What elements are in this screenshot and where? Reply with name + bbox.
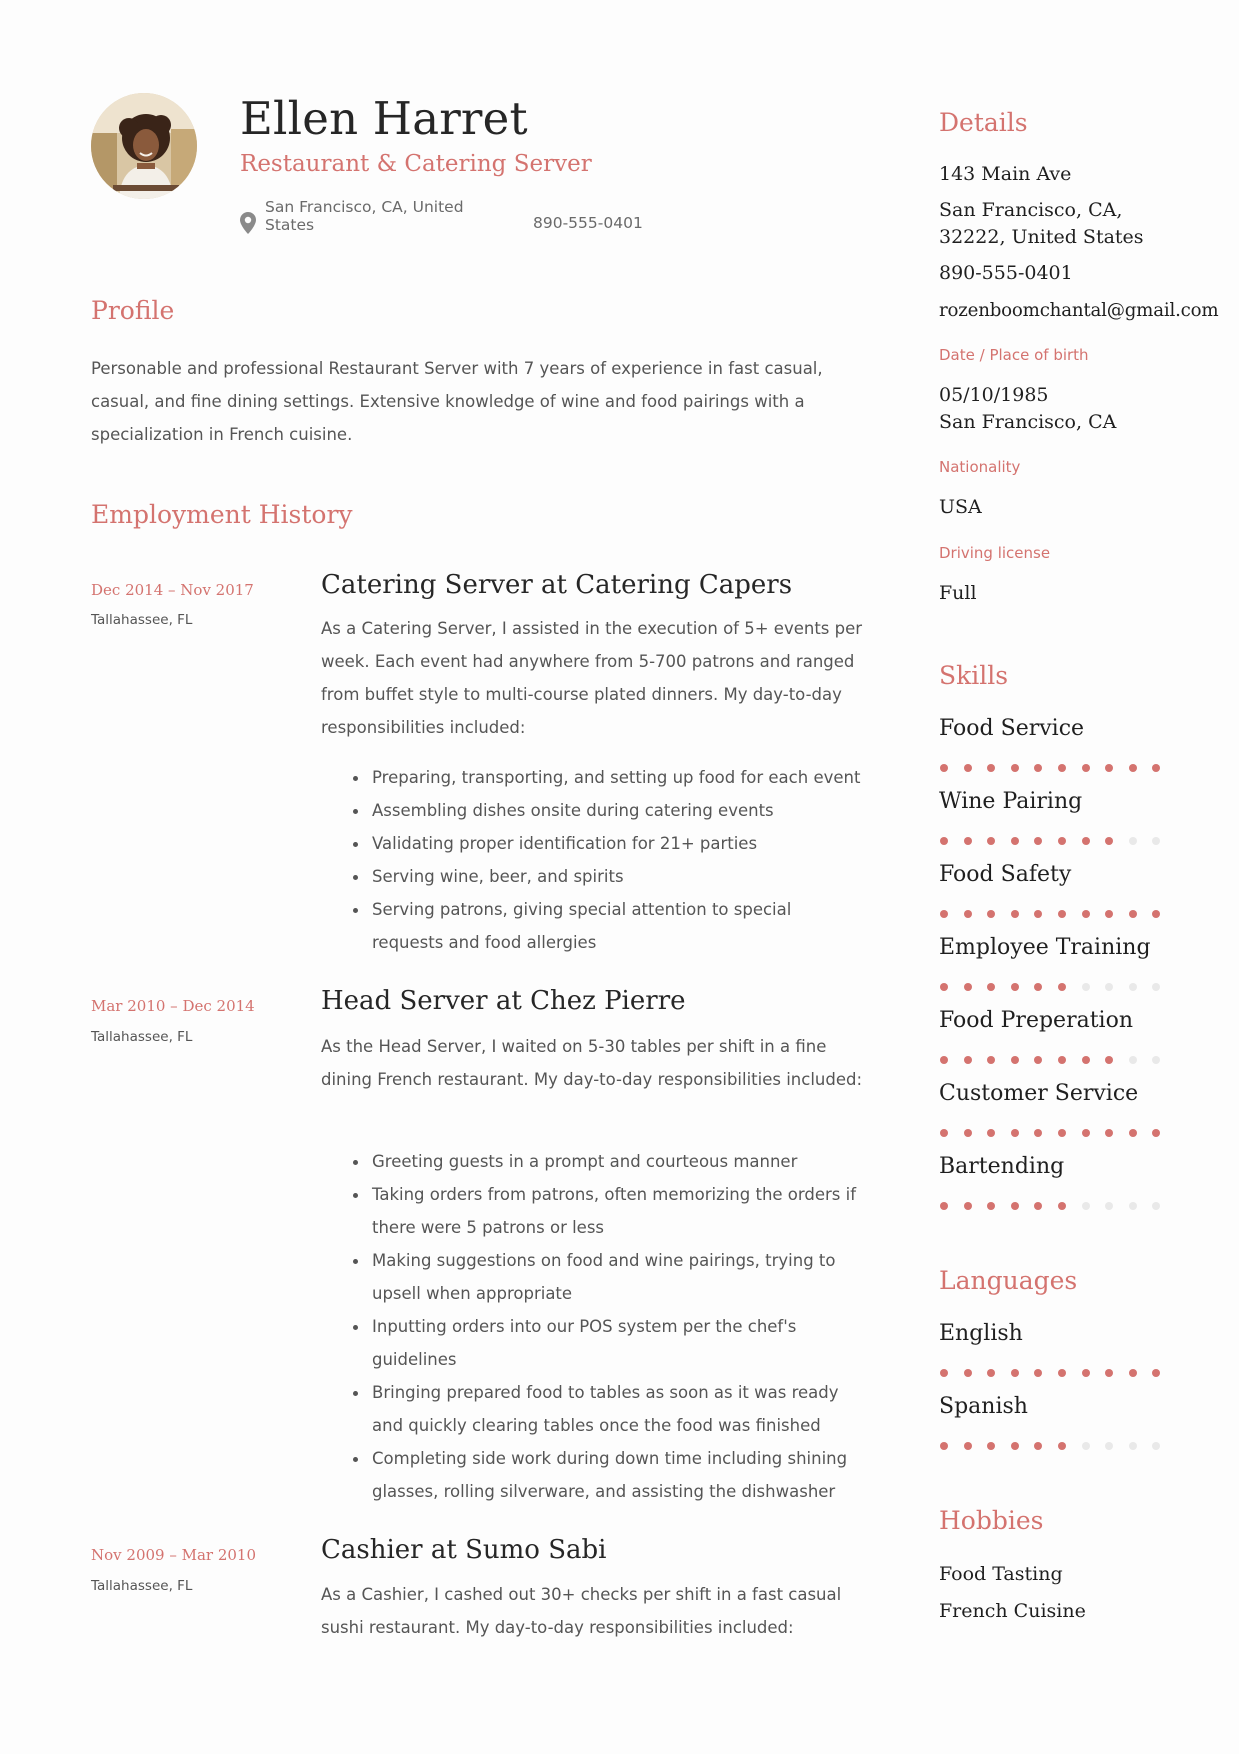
rating-dot-filled [1129,1129,1137,1137]
candidate-title: Restaurant & Catering Server [240,151,592,177]
rating-dot-filled [940,1369,948,1377]
language-rating [939,1442,1169,1450]
list-item: Taking orders from patrons, often memorizing the orders if there were 5 patrons or less [321,1178,866,1244]
rating-dot-empty [1152,1056,1160,1064]
rating-dot-filled [987,1056,995,1064]
details-phone: 890-555-0401 [939,262,1073,284]
license-value: Full [939,582,977,604]
rating-dot-filled [1082,1129,1090,1137]
contact-row [240,198,660,238]
job-description: As a Catering Server, I assisted in the execution of 5+ events per week. Each event had anywhere from 5-700 patrons and ranged from buffet style to multi-course plated dinners. My day-to-day responsibilities included: [321,619,863,737]
rating-dot-filled [1034,983,1042,991]
rating-dot-filled [1105,837,1113,845]
rating-dot-filled [1011,910,1019,918]
address-line-1: 143 Main Ave [939,163,1072,185]
list-item: Greeting guests in a prompt and courteous manner [321,1145,866,1178]
job-city: Tallahassee, FL [91,1029,193,1045]
list-item: Serving patrons, giving special attention to special requests and food allergies [321,893,866,959]
rating-dot-filled [1011,764,1019,772]
skill-rating [939,983,1169,991]
rating-dot-filled [964,1056,972,1064]
language-name: English [939,1321,1023,1346]
skill-name: Bartending [939,1154,1065,1179]
rating-dot-filled [1058,1369,1066,1377]
rating-dot-filled [940,1056,948,1064]
rating-dot-empty [1082,1442,1090,1450]
job-description: As the Head Server, I waited on 5-30 tables per shift in a fine dining French restaurant. My day-to-day responsibilities included: [321,1037,863,1089]
languages-heading: Languages [939,1266,1078,1295]
rating-dot-filled [964,1369,972,1377]
job-bullets [321,1145,866,1508]
rating-dot-filled [1058,1056,1066,1064]
rating-dot-filled [940,910,948,918]
rating-dot-filled [940,983,948,991]
rating-dot-filled [1011,1369,1019,1377]
rating-dot-filled [1034,837,1042,845]
skill-name: Food Safety [939,862,1072,887]
rating-dot-filled [1129,1369,1137,1377]
skill-name: Food Service [939,716,1085,741]
rating-dot-filled [987,1442,995,1450]
rating-dot-empty [1105,1442,1113,1450]
rating-dot-empty [1152,1202,1160,1210]
rating-dot-filled [1082,764,1090,772]
list-item: Inputting orders into our POS system per the chef's guidelines [321,1310,866,1376]
rating-dot-filled [940,1442,948,1450]
skill-name: Wine Pairing [939,789,1083,814]
hobby-item: Food Tasting [939,1563,1063,1585]
skill-name: Employee Training [939,935,1151,960]
job-dates: Mar 2010 – Dec 2014 [91,997,255,1015]
rating-dot-filled [1105,910,1113,918]
avatar [91,93,197,199]
nationality-value: USA [939,496,982,518]
rating-dot-filled [964,983,972,991]
rating-dot-filled [987,1129,995,1137]
rating-dot-empty [1152,1442,1160,1450]
skill-name: Customer Service [939,1081,1139,1106]
list-item: Assembling dishes onsite during catering events [321,794,866,827]
skill-rating [939,1056,1169,1064]
rating-dot-filled [1011,837,1019,845]
job-dates: Dec 2014 – Nov 2017 [91,581,254,599]
rating-dot-filled [987,983,995,991]
rating-dot-filled [1034,1129,1042,1137]
header-phone: 890-555-0401 [533,214,643,232]
rating-dot-filled [987,764,995,772]
rating-dot-empty [1082,983,1090,991]
hobbies-heading: Hobbies [939,1506,1044,1535]
rating-dot-filled [964,764,972,772]
address-line-2: San Francisco, CA, [939,199,1123,221]
rating-dot-filled [1011,1442,1019,1450]
rating-dot-filled [1058,910,1066,918]
rating-dot-filled [940,1129,948,1137]
rating-dot-filled [964,1129,972,1137]
skill-rating [939,837,1169,845]
profile-heading: Profile [91,296,175,325]
rating-dot-filled [1011,1129,1019,1137]
rating-dot-empty [1105,983,1113,991]
rating-dot-empty [1129,1202,1137,1210]
rating-dot-filled [964,1442,972,1450]
rating-dot-filled [1011,983,1019,991]
rating-dot-filled [987,1202,995,1210]
rating-dot-filled [1034,1056,1042,1064]
rating-dot-filled [964,1202,972,1210]
dob-value: 05/10/1985 [939,384,1049,406]
rating-dot-filled [1058,764,1066,772]
rating-dot-filled [1058,837,1066,845]
rating-dot-filled [1105,1056,1113,1064]
rating-dot-filled [1034,1369,1042,1377]
rating-dot-empty [1129,983,1137,991]
employment-heading: Employment History [91,500,353,529]
rating-dot-filled [1058,1129,1066,1137]
list-item: Preparing, transporting, and setting up food for each event [321,761,866,794]
skill-rating [939,764,1169,772]
rating-dot-filled [1058,983,1066,991]
skills-heading: Skills [939,661,1009,690]
rating-dot-filled [964,837,972,845]
job-dates: Nov 2009 – Mar 2010 [91,1546,257,1564]
details-email[interactable]: rozenboomchantal@gmail.com [939,300,1219,321]
location-pin-icon [240,212,256,234]
rating-dot-filled [1152,764,1160,772]
portrait-photo [91,93,197,199]
rating-dot-empty [1105,1202,1113,1210]
rating-dot-filled [1011,1202,1019,1210]
license-label: Driving license [939,544,1051,562]
rating-dot-filled [1058,1202,1066,1210]
rating-dot-empty [1129,837,1137,845]
rating-dot-filled [940,837,948,845]
rating-dot-filled [1082,1056,1090,1064]
rating-dot-filled [940,1202,948,1210]
job-city: Tallahassee, FL [91,1578,193,1594]
rating-dot-filled [987,837,995,845]
skill-rating [939,1129,1169,1137]
location-text: San Francisco, CA, United States [265,198,464,234]
rating-dot-empty [1129,1056,1137,1064]
rating-dot-filled [1105,1129,1113,1137]
rating-dot-filled [1011,1056,1019,1064]
rating-dot-filled [964,910,972,918]
rating-dot-filled [1129,910,1137,918]
rating-dot-filled [1034,1202,1042,1210]
birthplace-value: San Francisco, CA [939,411,1117,433]
rating-dot-filled [1034,910,1042,918]
list-item: Bringing prepared food to tables as soon as it was ready and quickly clearing tables once the food was finished [321,1376,866,1442]
hobby-item: French Cuisine [939,1600,1086,1622]
rating-dot-empty [1152,983,1160,991]
rating-dot-filled [1034,764,1042,772]
rating-dot-filled [1105,764,1113,772]
rating-dot-filled [1034,1442,1042,1450]
job-title: Head Server at Chez Pierre [321,986,686,1016]
job-city: Tallahassee, FL [91,612,193,628]
skill-rating [939,910,1169,918]
skill-rating [939,1202,1169,1210]
job-bullets [321,761,866,959]
job-title: Catering Server at Catering Capers [321,570,793,600]
address-line-3: 32222, United States [939,226,1144,248]
job-description: As a Cashier, I cashed out 30+ checks per shift in a fast casual sushi restaurant. My day-to-day responsibilities included: [321,1585,842,1637]
profile-text: Personable and professional Restaurant Server with 7 years of experience in fast casual, casual, and fine dining settings. Extensive knowledge of wine and food pairings with a specialization in French cuisine. [91,359,823,444]
rating-dot-filled [1082,910,1090,918]
candidate-name: Ellen Harret [240,92,528,145]
skill-name: Food Preperation [939,1008,1133,1033]
rating-dot-filled [1105,1369,1113,1377]
rating-dot-filled [1058,1442,1066,1450]
list-item: Making suggestions on food and wine pairings, trying to upsell when appropriate [321,1244,866,1310]
rating-dot-filled [940,764,948,772]
rating-dot-empty [1152,837,1160,845]
list-item: Validating proper identification for 21+ parties [321,827,866,860]
rating-dot-filled [987,1369,995,1377]
rating-dot-empty [1129,1442,1137,1450]
rating-dot-filled [987,910,995,918]
rating-dot-filled [1082,1369,1090,1377]
nationality-label: Nationality [939,458,1021,476]
rating-dot-filled [1152,910,1160,918]
language-name: Spanish [939,1394,1028,1419]
rating-dot-filled [1152,1369,1160,1377]
job-title: Cashier at Sumo Sabi [321,1535,607,1565]
language-rating [939,1369,1169,1377]
rating-dot-empty [1082,1202,1090,1210]
rating-dot-filled [1082,837,1090,845]
details-heading: Details [939,108,1028,137]
list-item: Completing side work during down time including shining glasses, rolling silverware, and assisting the dishwasher [321,1442,866,1508]
list-item: Serving wine, beer, and spirits [321,860,866,893]
rating-dot-filled [1152,1129,1160,1137]
rating-dot-filled [1129,764,1137,772]
dob-label: Date / Place of birth [939,346,1089,364]
